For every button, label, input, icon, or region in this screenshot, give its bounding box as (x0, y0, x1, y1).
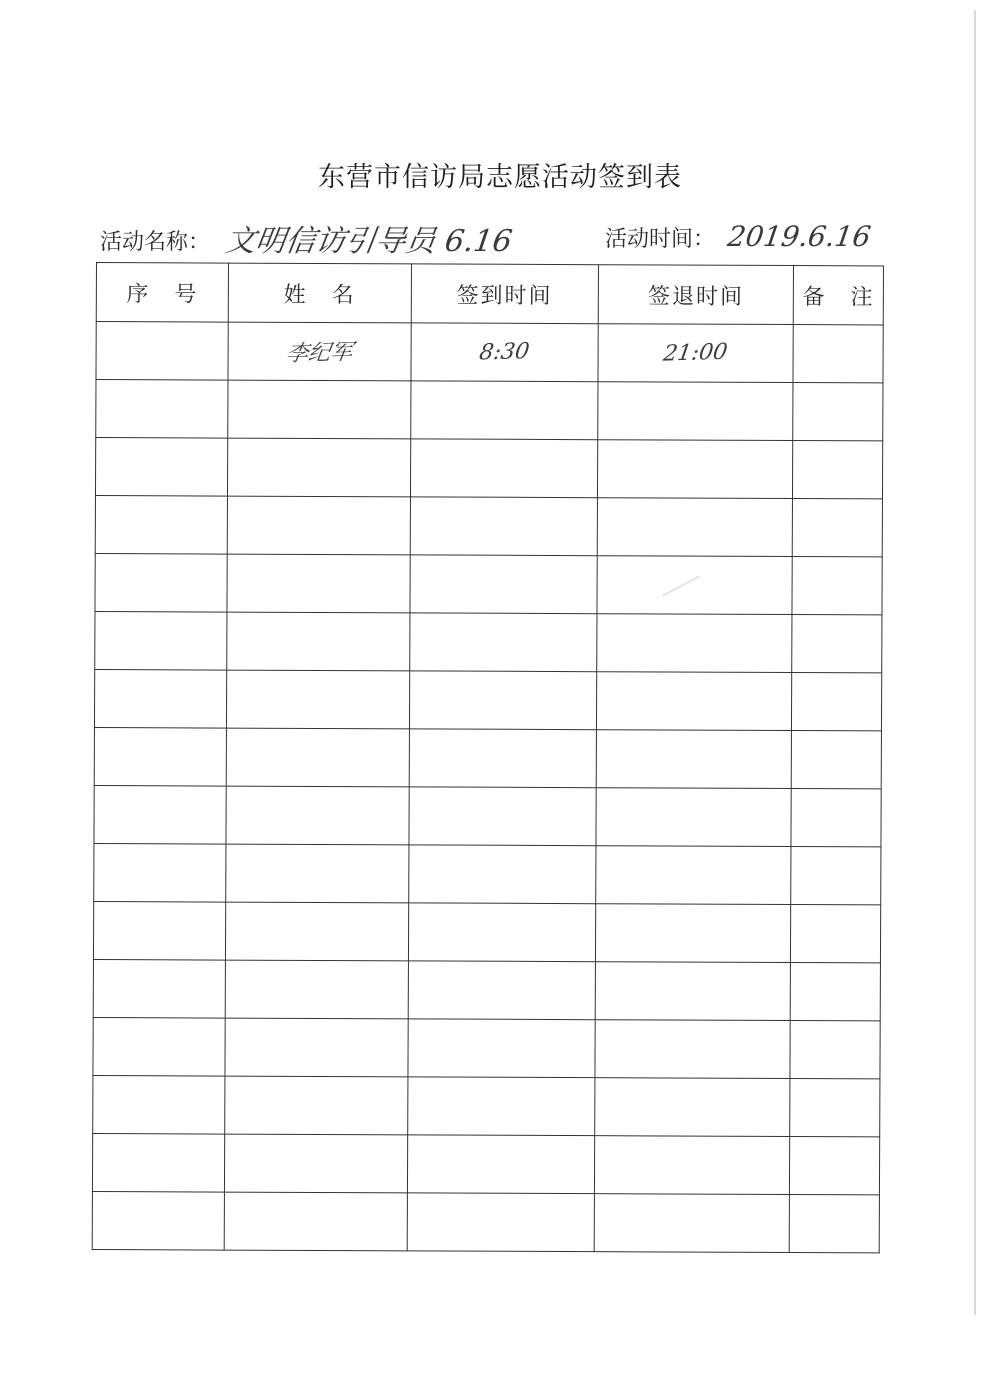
cell-name (228, 380, 411, 439)
cell-sign-out-time (595, 962, 791, 1021)
cell-sign-out-time (594, 1194, 790, 1253)
cell-index (95, 611, 227, 670)
cell-sign-in-time (410, 323, 598, 382)
column-header-sign-in-time: 签到时间 (411, 264, 599, 324)
cell-sign-in-time (410, 439, 598, 498)
cell-name (228, 322, 411, 381)
cell-sign-in-time (407, 1193, 595, 1252)
activity-time-value: 2019.6.16 (725, 220, 873, 253)
scan-edge (974, 10, 976, 1315)
cell-name-text: 李纪军 (284, 339, 355, 367)
table-row (94, 785, 881, 846)
cell-note (791, 789, 881, 847)
cell-index (93, 959, 225, 1018)
cell-sign-out-time (596, 788, 792, 847)
column-header-sign-out-time: 签退时间 (598, 265, 794, 325)
cell-note (791, 905, 881, 963)
cell-note (792, 673, 882, 731)
cell-name (227, 612, 410, 671)
cell-index (94, 669, 226, 728)
cell-note (790, 1021, 880, 1079)
table-row (95, 438, 882, 499)
page-title: 东营市信访局志愿活动签到表 (318, 162, 682, 193)
cell-sign-out-time (595, 1020, 791, 1079)
cell-sign-out-time (596, 846, 792, 905)
cell-note (792, 615, 882, 673)
activity-name-value: 文明信访引导员 6.16 (223, 224, 515, 259)
cell-sign-in-time (409, 671, 597, 730)
table-row (94, 843, 881, 904)
table-row (96, 380, 883, 441)
cell-index (94, 785, 226, 844)
cell-name (224, 1134, 407, 1193)
cell-sign-in-time (408, 845, 596, 904)
cell-name (227, 554, 410, 613)
table-row (95, 611, 882, 672)
table-row (96, 322, 883, 383)
cell-sign-in-time (407, 1077, 595, 1136)
table-row (94, 669, 881, 730)
cell-index (93, 1075, 225, 1134)
cell-sign-in-time (409, 555, 597, 614)
cell-sign-out-time (597, 440, 793, 499)
cell-sign-in-time (410, 381, 598, 440)
table-row (93, 1017, 880, 1078)
table-row (92, 1133, 879, 1194)
cell-note (793, 499, 883, 557)
table-row (94, 727, 881, 788)
column-header-name: 姓 名 (228, 263, 411, 323)
cell-name (226, 902, 409, 961)
cell-note (793, 383, 883, 441)
cell-sign-out-time (595, 1078, 791, 1137)
table-row (95, 553, 882, 614)
cell-sign-in-time (407, 1135, 595, 1194)
cell-name (225, 1076, 408, 1135)
cell-note (791, 847, 881, 905)
cell-sign-out-time (594, 1136, 790, 1195)
sign-in-table (92, 262, 884, 1253)
table-row (93, 1075, 880, 1136)
table-row (92, 1191, 879, 1252)
cell-sign-out-time (597, 614, 793, 673)
cell-sign-in-time (408, 787, 596, 846)
cell-index (95, 495, 227, 554)
cell-note (790, 1079, 880, 1137)
cell-sign-in-time (408, 903, 596, 962)
cell-index (96, 380, 228, 439)
cell-sign-out-time (597, 498, 793, 557)
cell-note (790, 1137, 880, 1195)
table-row (95, 495, 882, 556)
cell-index (93, 901, 225, 960)
cell-note (790, 1195, 880, 1253)
cell-index (92, 1191, 224, 1250)
cell-sign-in-time (408, 961, 596, 1020)
cell-note (793, 325, 883, 383)
cell-sign-out-time (596, 672, 792, 731)
cell-index (92, 1133, 224, 1192)
table-row (93, 959, 880, 1020)
cell-name (225, 1018, 408, 1077)
cell-sign-in-time (409, 729, 597, 788)
cell-sign-in-time-text: 8:30 (477, 339, 531, 366)
activity-time-label: 活动时间： (605, 227, 716, 252)
activity-name-label: 活动名称： (100, 230, 211, 255)
cell-sign-out-time (595, 904, 791, 963)
table-header-row (96, 263, 883, 325)
cell-sign-out-time-text: 21:00 (662, 339, 730, 367)
cell-name (227, 496, 410, 555)
cell-sign-in-time (410, 497, 598, 556)
cell-name (226, 786, 409, 845)
cell-index (95, 438, 227, 497)
cell-note (793, 441, 883, 499)
table-row (93, 901, 880, 962)
cell-note (791, 963, 881, 1021)
cell-name (226, 728, 409, 787)
column-header-index: 序 号 (96, 263, 228, 323)
cell-index (96, 322, 228, 381)
cell-name (224, 1192, 407, 1251)
cell-sign-out-time (598, 382, 794, 441)
cell-sign-out-time (598, 324, 794, 383)
column-header-note: 备 注 (794, 266, 884, 325)
cell-index (95, 553, 227, 612)
cell-sign-in-time (407, 1019, 595, 1078)
cell-name (226, 844, 409, 903)
cell-sign-out-time (596, 730, 792, 789)
cell-sign-out-time (597, 556, 793, 615)
cell-note (792, 557, 882, 615)
cell-sign-in-time (409, 613, 597, 672)
cell-name (227, 670, 410, 729)
cell-name (225, 960, 408, 1019)
cell-index (94, 843, 226, 902)
cell-index (94, 727, 226, 786)
cell-note (792, 731, 882, 789)
cell-index (93, 1017, 225, 1076)
cell-name (228, 438, 411, 497)
